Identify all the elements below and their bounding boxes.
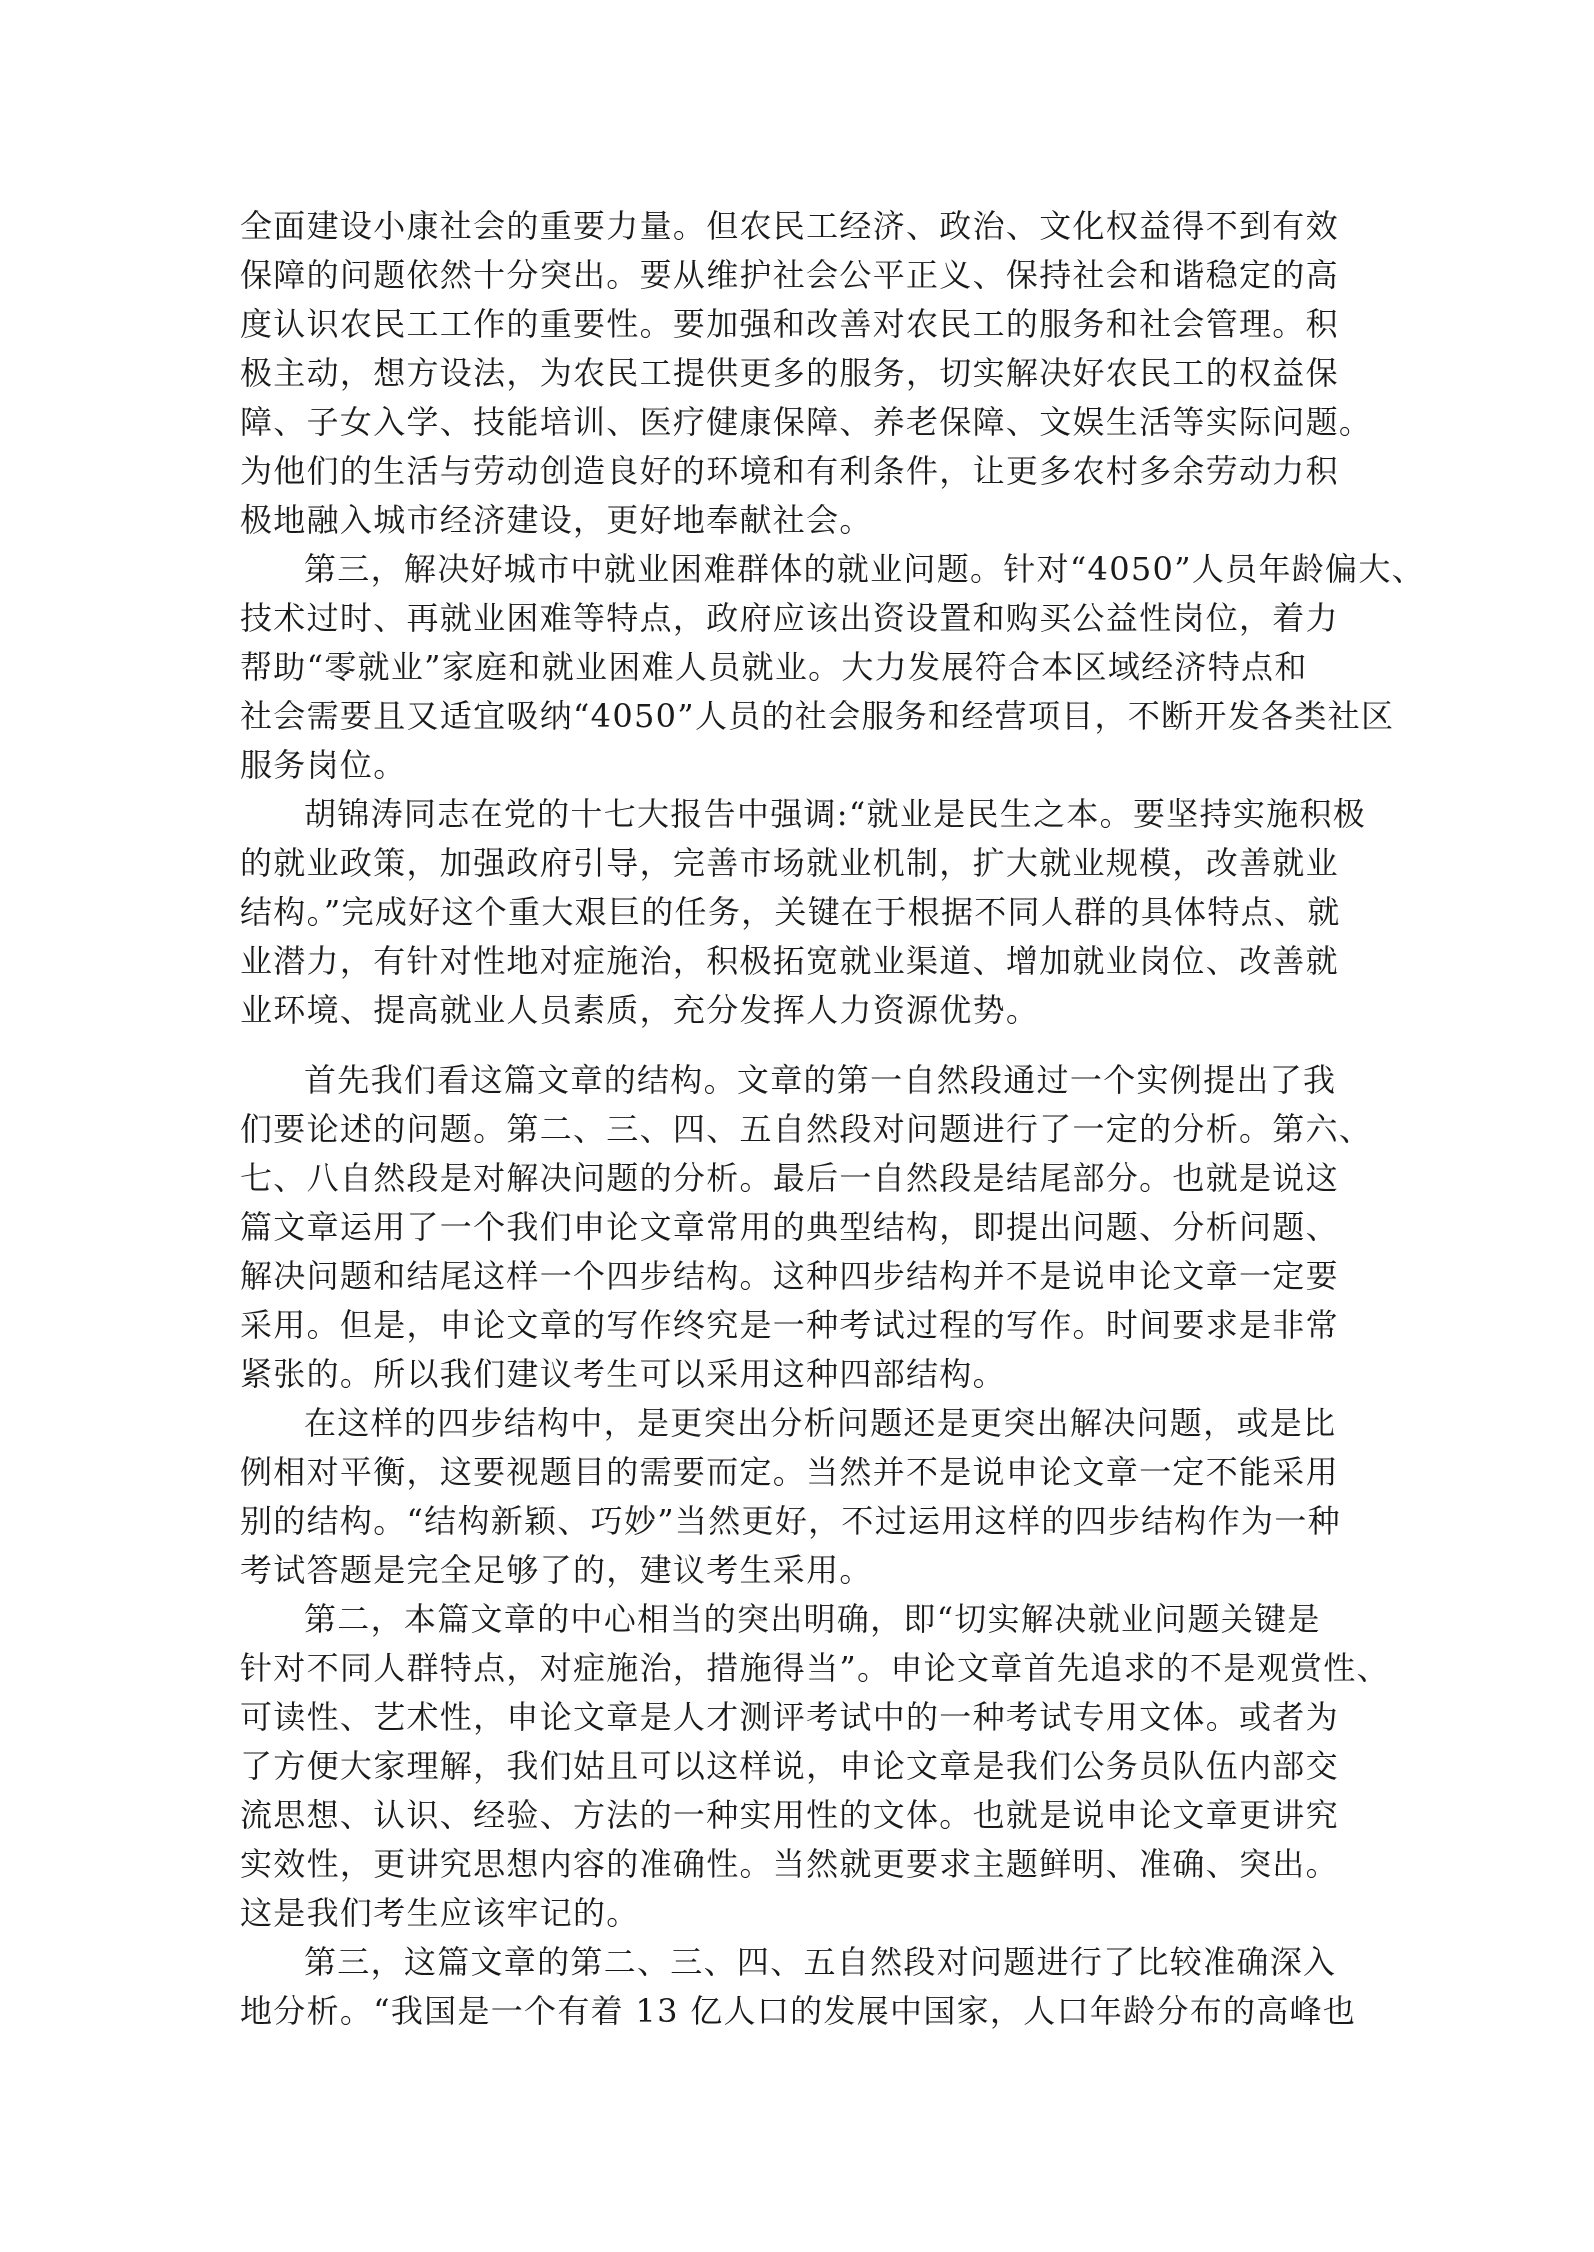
text-line: 保障的问题依然十分突出。要从维护社会公平正义、保持社会和谐稳定的高 <box>240 256 1339 294</box>
text-line: 针对不同人群特点，对症施治，措施得当”。申论文章首先追求的不是观赏性、 <box>240 1649 1390 1687</box>
text-line: 极主动，想方设法，为农民工提供更多的服务，切实解决好农民工的权益保 <box>240 354 1339 392</box>
text-line: 这是我们考生应该牢记的。 <box>240 1894 640 1932</box>
text-line: 流思想、认识、经验、方法的一种实用性的文体。也就是说申论文章更讲究 <box>240 1796 1339 1834</box>
text-line: 紧张的。所以我们建议考生可以采用这种四部结构。 <box>240 1355 1006 1393</box>
text-line: 例相对平衡，这要视题目的需要而定。当然并不是说申论文章一定不能采用 <box>240 1453 1339 1491</box>
text-line: 业潜力，有针对性地对症施治，积极拓宽就业渠道、增加就业岗位、改善就 <box>240 942 1339 980</box>
text-line: 结构。”完成好这个重大艰巨的任务，关键在于根据不同人群的具体特点、就 <box>240 893 1341 931</box>
text-line: 度认识农民工工作的重要性。要加强和改善对农民工的服务和社会管理。积 <box>240 305 1339 343</box>
text-line: 第二，本篇文章的中心相当的突出明确，即“切实解决就业问题关键是 <box>304 1600 1321 1638</box>
text-line: 地分析。“我国是一个有着 13 亿人口的发展中国家，人口年龄分布的高峰也 <box>240 1992 1357 2030</box>
section-1-text <box>240 202 1425 1035</box>
text-line: 极地融入城市经济建设，更好地奉献社会。 <box>240 501 873 539</box>
text-line: 七、八自然段是对解决问题的分析。最后一自然段是结尾部分。也就是说这 <box>240 1159 1339 1197</box>
text-line: 首先我们看这篇文章的结构。文章的第一自然段通过一个实例提出了我 <box>304 1061 1337 1099</box>
text-line: 别的结构。“结构新颖、巧妙”当然更好，不过运用这样的四步结构作为一种 <box>240 1502 1341 1540</box>
text-line: 采用。但是，申论文章的写作终究是一种考试过程的写作。时间要求是非常 <box>240 1306 1339 1344</box>
text-line: 考试答题是完全足够了的，建议考生采用。 <box>240 1551 873 1589</box>
text-line: 在这样的四步结构中，是更突出分析问题还是更突出解决问题，或是比 <box>304 1404 1337 1442</box>
text-line: 了方便大家理解，我们姑且可以这样说，申论文章是我们公务员队伍内部交 <box>240 1747 1339 1785</box>
text-line: 障、子女入学、技能培训、医疗健康保障、养老保障、文娱生活等实际问题。 <box>240 403 1373 441</box>
text-line: 业环境、提高就业人员素质，充分发挥人力资源优势。 <box>240 991 1040 1029</box>
text-line: 实效性，更讲究思想内容的准确性。当然就更要求主题鲜明、准确、突出。 <box>240 1845 1339 1883</box>
text-line: 的就业政策，加强政府引导，完善市场就业机制，扩大就业规模，改善就业 <box>240 844 1339 882</box>
text-line: 为他们的生活与劳动创造良好的环境和有利条件，让更多农村多余劳动力积 <box>240 452 1339 490</box>
text-line: 篇文章运用了一个我们申论文章常用的典型结构，即提出问题、分析问题、 <box>240 1208 1339 1246</box>
text-line: 社会需要且又适宜吸纳“4050”人员的社会服务和经营项目，不断开发各类社区 <box>240 697 1395 735</box>
text-line: 第三，解决好城市中就业困难群体的就业问题。针对“4050”人员年龄偏大、 <box>304 550 1425 588</box>
text-line: 服务岗位。 <box>240 746 407 784</box>
text-line: 解决问题和结尾这样一个四步结构。这种四步结构并不是说申论文章一定要 <box>240 1257 1339 1295</box>
text-line: 胡锦涛同志在党的十七大报告中强调:“就业是民生之本。要坚持实施积极 <box>304 795 1367 833</box>
text-line: 全面建设小康社会的重要力量。但农民工经济、政治、文化权益得不到有效 <box>240 207 1339 245</box>
text-line: 技术过时、再就业困难等特点，政府应该出资设置和购买公益性岗位，着力 <box>240 599 1339 637</box>
section-2-text <box>240 1056 1390 2036</box>
text-line: 可读性、艺术性，申论文章是人才测评考试中的一种考试专用文体。或者为 <box>240 1698 1339 1736</box>
text-line: 们要论述的问题。第二、三、四、五自然段对问题进行了一定的分析。第六、 <box>240 1110 1373 1148</box>
text-line: 帮助“零就业”家庭和就业困难人员就业。大力发展符合本区域经济特点和 <box>240 648 1308 686</box>
text-line: 第三，这篇文章的第二、三、四、五自然段对问题进行了比较准确深入 <box>304 1943 1337 1981</box>
